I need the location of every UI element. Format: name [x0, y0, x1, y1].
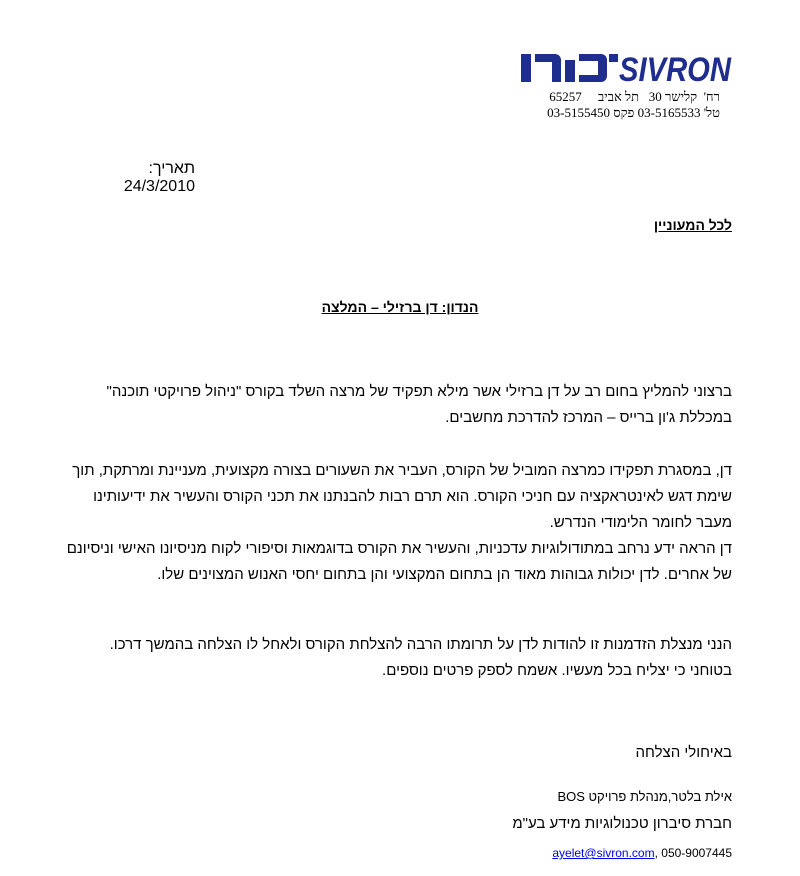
company: חברת סיברון טכנולוגיות מידע בע"מ	[512, 815, 732, 832]
logo-glyph-5	[609, 54, 618, 62]
paragraph-text: בטוחני כי יצליח בכל מעשיו. אשמח לספק פרטים נוספים.	[382, 662, 732, 679]
subject-text: הנדון: דן ברזילי – המלצה	[321, 299, 479, 315]
logo-glyph-3	[565, 60, 575, 82]
date-label: תאריך:	[148, 160, 195, 177]
letterhead-phone: טל' 03-5165533 פקס 03-5155450	[547, 105, 720, 120]
logo-glyph-4	[579, 54, 607, 82]
paragraph-3	[60, 632, 732, 684]
letterhead-address: רח' קלישר 30 תל אביב 65257	[549, 89, 720, 104]
letter-date	[60, 160, 195, 196]
logo-text: SIVRON	[619, 51, 733, 89]
subject-line	[0, 299, 800, 315]
paragraph-2	[60, 458, 732, 588]
signer: אילת בלטר,מנהלת פרויקט BOS	[557, 789, 732, 804]
paragraph-text: דן, במסגרת תפקידו כמרצה המוביל של הקורס, העביר את השעורים בצורה מקצועית, מעניינת ומרתקת, תוך שימת דגש לאינטראקציה עם חניכי הקורס. הוא תרם רבות להבנתנו את תכני הקורס והעשיר את ידיעותינו מעבר לחומר הלימודי הנדרש.	[72, 462, 732, 531]
paragraph-1	[60, 379, 732, 431]
recipient: לכל המעוניין	[653, 217, 732, 233]
email-link[interactable]: ayelet@sivron.com	[552, 846, 655, 860]
closing: באיחולי הצלחה	[635, 744, 732, 761]
date-value: 24/3/2010	[123, 178, 195, 195]
phone-number: 050-9007445	[661, 846, 732, 860]
logo-glyph-2	[535, 54, 561, 82]
paragraph-text: ברצוני להמליץ בחום רב על דן ברזילי אשר מילא תפקיד של מרצה השלד בקורס "ניהול פרויקטי תוכנה" במכללת ג'ון ברייס – המרכז להדרכת מחשבים.	[106, 383, 732, 426]
paragraph-text: דן הראה ידע נרחב במתודולוגיות עדכניות, והעשיר את הקורס בדוגמאות וסיפורי לקוח מניסיונו האישי וניסיונם של אחרים. לדן יכולות גבוהות מאוד הן בתחום המקצועי והן בתחום יחסי האנוש המצוינים שלו.	[66, 540, 732, 583]
sivron-logo	[519, 46, 733, 90]
paragraph-text: הנני מנצלת הזדמנות זו להודות לדן על תרומתו הרבה להצלחת הקורס ולאחל לו הצלחה בהמשך דרכו.	[109, 636, 732, 653]
contact-line: ayelet@sivron.com, 050-9007445	[552, 846, 732, 860]
logo-glyph-1	[521, 54, 531, 82]
